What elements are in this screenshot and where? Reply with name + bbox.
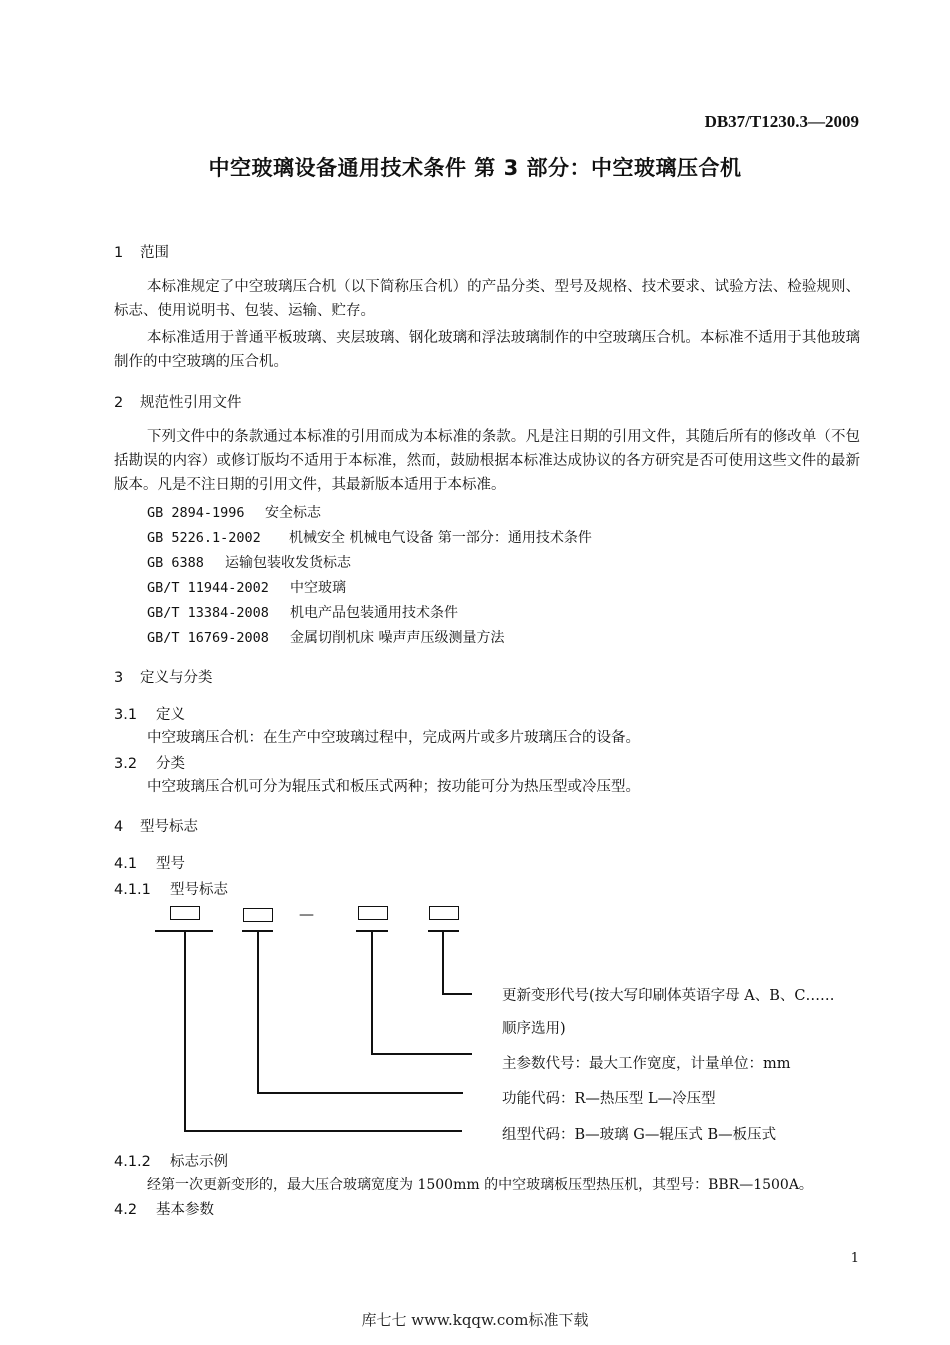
section-4-1-1-heading — [114, 878, 228, 899]
section-title: 定义与分类 — [140, 670, 213, 686]
reference-item — [147, 502, 321, 522]
reference-title: 安全标志 — [265, 505, 321, 521]
code-box-parameter — [358, 906, 388, 920]
section-number: 4.2 — [114, 1202, 138, 1218]
underline-revision — [428, 930, 459, 932]
page-number: 1 — [850, 1251, 859, 1266]
section-4-2-heading — [114, 1198, 214, 1219]
reference-title: 中空玻璃 — [290, 580, 346, 596]
section-2-heading — [114, 391, 242, 412]
section-1-paragraph-1: 本标准规定了中空玻璃压合机（以下简称压合机）的产品分类、型号及规格、技术要求、试验方法、检验规则、标志、使用说明书、包装、运输、贮存。 — [114, 279, 860, 319]
section-number: 3 — [114, 670, 124, 686]
section-number: 1 — [114, 245, 124, 261]
section-number: 4 — [114, 819, 124, 835]
section-title: 定义 — [156, 707, 185, 723]
section-number: 3.2 — [114, 756, 138, 772]
reference-code: GB 6388 — [147, 555, 204, 571]
reference-code: GB/T 11944-2002 — [147, 580, 269, 596]
document-id: DB37/T1230.3—2009 — [704, 112, 859, 131]
section-4-1-heading — [114, 852, 185, 873]
section-3-1-heading — [114, 703, 185, 724]
section-title: 型号标志 — [140, 819, 198, 835]
section-4-1-2-heading — [114, 1150, 228, 1171]
section-title: 分类 — [156, 756, 185, 772]
section-number: 3.1 — [114, 707, 138, 723]
section-title: 规范性引用文件 — [140, 395, 242, 411]
reference-title: 运输包装收发货标志 — [225, 555, 351, 571]
section-3-2-heading — [114, 752, 185, 773]
reference-item — [147, 602, 458, 622]
section-number: 4.1.1 — [114, 882, 151, 898]
section-2-paragraph: 下列文件中的条款通过本标准的引用而成为本标准的条款。凡是注日期的引用文件，其随后所有的修改单（不包括勘误的内容）或修订版均不适用于本标准，然而，鼓励根据本标准达成协议的各方研究是否可使用这些文件的最新版本。凡是不注日期的引用文件，其最新版本适用于本标准。 — [114, 429, 860, 493]
section-title: 范围 — [140, 245, 169, 261]
legend-function: 功能代码：R—热压型 L—冷压型 — [502, 1091, 716, 1107]
reference-title: 机电产品包装通用技术条件 — [290, 605, 458, 621]
legend-group: 组型代码：B—玻璃 G—辊压式 B—板压式 — [502, 1127, 777, 1143]
section-4-1-2-text: 经第一次更新变形的，最大压合玻璃宽度为 1500mm 的中空玻璃板压型热压机，其型号：BBR—1500A。 — [147, 1177, 813, 1193]
legend-revision-line-1: 更新变形代号(按大写印刷体英语字母 A、B、C…… — [502, 988, 835, 1004]
section-3-heading — [114, 666, 213, 687]
reference-code: GB 5226.1-2002 — [147, 530, 261, 546]
section-3-2-text: 中空玻璃压合机可分为辊压式和板压式两种；按功能可分为热压型或冷压型。 — [147, 779, 640, 795]
section-title: 型号 — [156, 856, 185, 872]
section-number: 2 — [114, 395, 124, 411]
reference-code: GB/T 13384-2008 — [147, 605, 269, 621]
section-number: 4.1 — [114, 856, 138, 872]
reference-item — [147, 552, 351, 572]
code-box-revision — [429, 906, 459, 920]
leader-group-vertical — [184, 930, 186, 1131]
reference-title: 金属切削机床 噪声声压级测量方法 — [290, 630, 505, 646]
legend-parameter: 主参数代号：最大工作宽度，计量单位：mm — [502, 1056, 791, 1072]
section-1-heading — [114, 241, 169, 262]
legend-revision-line-2: 顺序选用) — [502, 1021, 566, 1037]
section-title: 标志示例 — [170, 1154, 228, 1170]
reference-code: GB 2894-1996 — [147, 505, 245, 521]
reference-item — [147, 527, 592, 547]
leader-function-vertical — [257, 930, 259, 1093]
section-1-paragraph-2: 本标准适用于普通平板玻璃、夹层玻璃、钢化玻璃和浮法玻璃制作的中空玻璃压合机。本标准不适用于其他玻璃制作的中空玻璃的压合机。 — [114, 330, 860, 370]
leader-group-horizontal — [184, 1130, 462, 1132]
leader-revision-vertical — [442, 930, 444, 994]
footer-watermark: 库七七 www.kqqw.com标准下载 — [361, 1311, 589, 1329]
leader-function-horizontal — [257, 1092, 463, 1094]
section-3-1-text: 中空玻璃压合机：在生产中空玻璃过程中，完成两片或多片玻璃压合的设备。 — [147, 730, 640, 746]
reference-code: GB/T 16769-2008 — [147, 630, 269, 646]
reference-item — [147, 577, 346, 597]
reference-item — [147, 627, 504, 647]
leader-parameter-horizontal — [371, 1053, 472, 1055]
code-box-group — [170, 906, 200, 920]
section-number: 4.1.2 — [114, 1154, 151, 1170]
section-title: 型号标志 — [170, 882, 228, 898]
section-4-heading — [114, 815, 198, 836]
code-dash: — — [299, 905, 314, 923]
reference-title: 机械安全 机械电气设备 第一部分：通用技术条件 — [289, 530, 592, 546]
document-title: 中空玻璃设备通用技术条件 第 3 部分：中空玻璃压合机 — [208, 156, 742, 180]
section-title: 基本参数 — [156, 1202, 214, 1218]
code-box-function — [243, 908, 273, 922]
leader-parameter-vertical — [371, 930, 373, 1054]
leader-revision-horizontal — [442, 993, 472, 995]
